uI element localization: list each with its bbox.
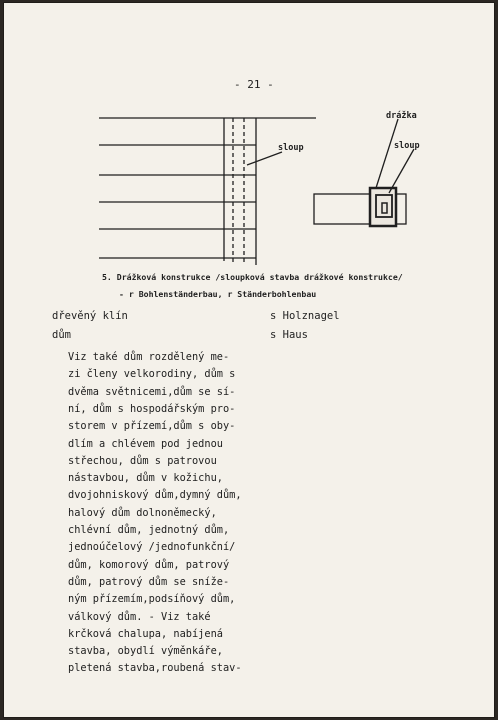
description-line: ní, dům s hospodářským pro- [68,402,236,415]
description-line: jednoúčelový /jednofunkční/ [68,541,236,554]
label-sloup-left: sloup [278,143,304,153]
figure-caption-line-1: 5. Drážková konstrukce /sloupková stavba drážkové konstrukce/ [102,272,403,282]
entry-term-german: s Holznagel [270,310,340,322]
entry-term: dřevěný klín [52,310,128,322]
description-line: krčková chalupa, nabíjená [68,627,223,640]
entry-subterm: dům [52,329,71,341]
figure-caption-line-2: - r Bohlenständerbau, r Ständerbohlenbau [119,289,317,299]
description-line: dvěma světnicemi,dům se sí- [68,385,236,398]
label-sloup-right: sloup [394,141,420,151]
description-line: zi členy velkorodiny, dům s [68,368,236,381]
description-line: dům, patrový dům se sníže- [68,575,230,588]
description-line: pletená stavba,roubená stav- [68,662,242,675]
entry-subterm-german: s Haus [270,329,308,341]
description-line: nástavbou, dům v kožichu, [68,472,223,485]
cross-section-drawing [314,119,414,226]
page-number: - 21 - [234,78,274,91]
label-drazka: drážka [386,111,417,121]
description-line: storem v přízemí,dům s oby- [68,420,236,433]
description-line: chlévní dům, jednotný dům, [68,524,230,536]
description-line: ným přízemím,podsíňový dům, [68,593,236,606]
description-line: stavba, obydlí výměnkáře, [68,645,223,658]
description-line: halový dům dolnoněmecký, [68,506,217,519]
description-line: válkový dům. - Viz také [68,610,211,623]
description-line: Viz také dům rozdělený me- [68,351,230,363]
description-line: dům, komorový dům, patrový [68,558,230,571]
plank-wall-drawing [99,118,316,265]
description-line: dlím a chlévem pod jednou [68,437,223,450]
document-page [3,2,495,718]
description-line: střechou, dům s patrovou [68,454,217,467]
description-line: dvojohniskový dům,dymný dům, [68,489,242,502]
